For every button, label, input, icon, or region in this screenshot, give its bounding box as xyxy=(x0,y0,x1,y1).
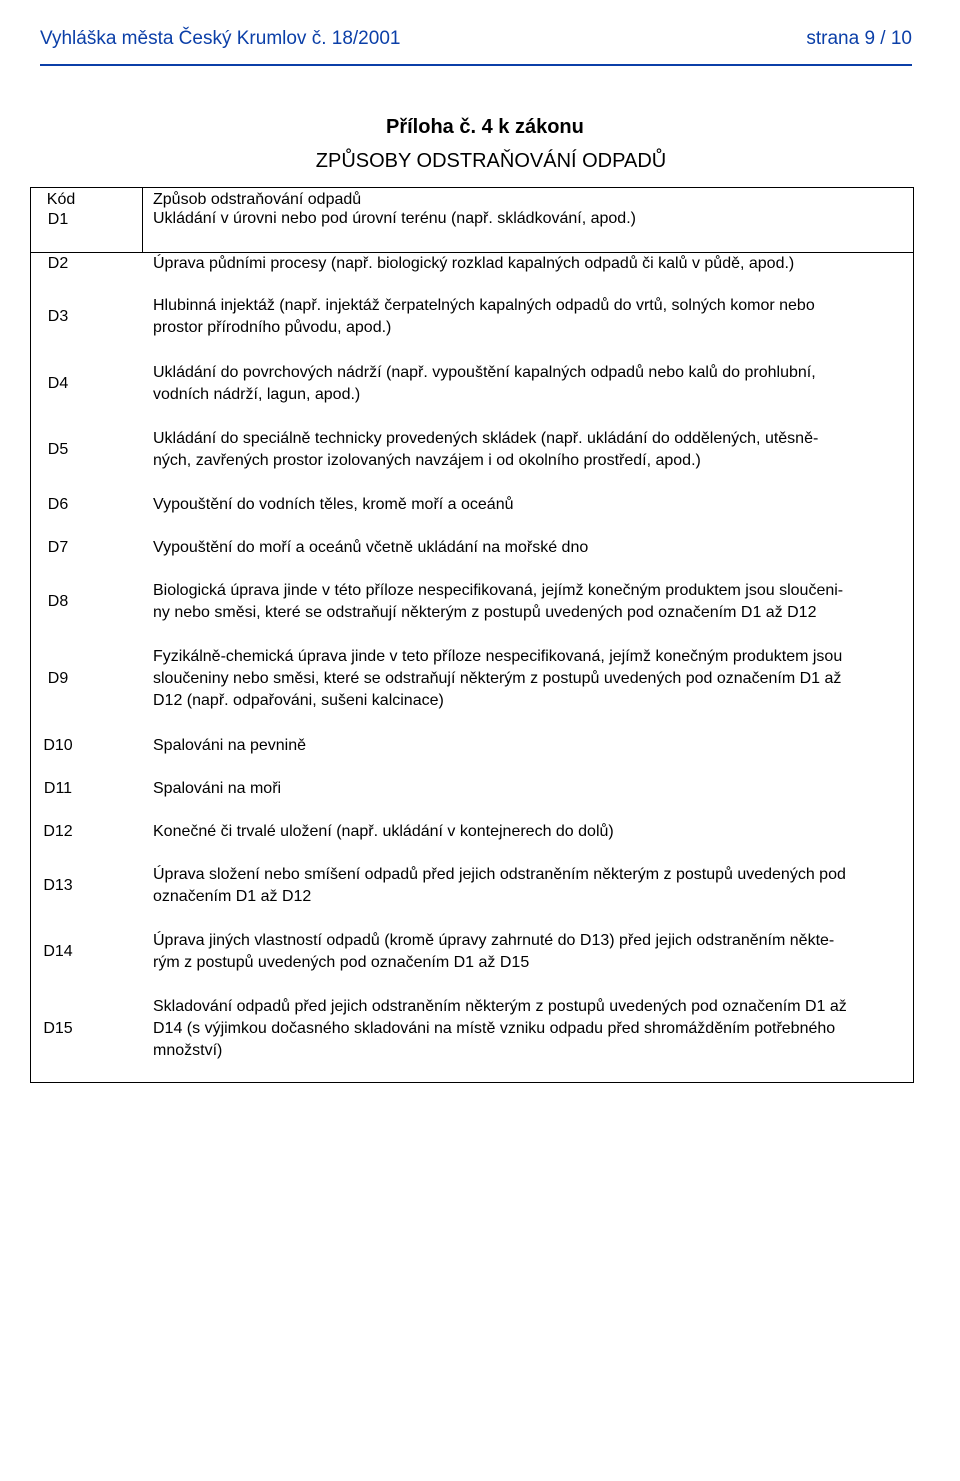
row-code: D5 xyxy=(47,441,69,458)
row-description xyxy=(153,580,903,624)
row-description xyxy=(153,295,903,339)
row-description-line: ny nebo směsi, které se odstraňují některým z postupů uvedených pod označením D1 až D12 xyxy=(153,604,817,621)
row-description-line: D14 (s výjimkou dočasného skladováni na místě vzniku odpadu před shromážděním potřebného xyxy=(153,1020,836,1037)
row-code: D4 xyxy=(47,375,69,392)
row-code: D12 xyxy=(43,823,73,840)
row-code: D8 xyxy=(47,593,69,610)
row-description xyxy=(153,362,903,406)
row-description-line: označením D1 až D12 xyxy=(153,888,312,905)
row-code: D3 xyxy=(47,308,69,325)
row-code: D7 xyxy=(47,539,69,556)
row-description-line: vodních nádrží, lagun, apod.) xyxy=(153,386,361,403)
header-divider xyxy=(40,64,912,66)
page-header xyxy=(40,26,912,52)
row-description-line: Úprava jiných vlastností odpadů (kromě úpravy zahrnuté do D13) před jejich odstraněním někte- xyxy=(153,932,835,949)
row-description xyxy=(153,930,903,974)
row-description-line: ných, zavřených prostor izolovaných navzájem i od okolního prostředí, apod.) xyxy=(153,452,701,469)
row-code: D9 xyxy=(47,670,69,687)
row-description-line: prostor přírodního původu, apod.) xyxy=(153,319,392,336)
header-document-title: Vyhláška města Český Krumlov č. 18/2001 xyxy=(40,28,401,49)
row-description xyxy=(153,646,903,712)
row-code: D15 xyxy=(43,1020,73,1037)
row-code: D1 xyxy=(47,211,69,228)
column-header-method: Způsob odstraňování odpadů xyxy=(153,191,362,208)
row-description: Konečné či trvalé uložení (např. ukládání v kontejnerech do dolů) xyxy=(153,823,614,840)
row-description-line: D12 (např. odpařováni, sušeni kalcinace) xyxy=(153,692,444,709)
header-page-number: strana 9 / 10 xyxy=(806,28,912,49)
row-description: Úprava půdními procesy (např. biologický rozklad kapalných odpadů či kalů v půdě, apod.) xyxy=(153,255,795,272)
row-description xyxy=(153,864,903,908)
row-code: D13 xyxy=(43,877,73,894)
row-description: Vypouštění do moří a oceánů včetně ukládání na mořské dno xyxy=(153,539,589,556)
row-description-line: Fyzikálně-chemická úprava jinde v teto příloze nespecifikovaná, jejímž konečným produktem jsou xyxy=(153,648,843,665)
row-code: D6 xyxy=(47,496,69,513)
row-code: D2 xyxy=(47,255,69,272)
row-description-line: Ukládání do povrchových nádrží (např. vypouštění kapalných odpadů nebo kalů do prohlubní, xyxy=(153,364,816,381)
row-description-line: Skladování odpadů před jejich odstraněním některým z postupů uvedených pod označením D1 až xyxy=(153,998,847,1015)
page-title: Příloha č. 4 k zákonu xyxy=(386,116,584,138)
row-description-line: Hlubinná injektáž (např. injektáž čerpatelných kapalných odpadů do vrtů, solných komor nebo xyxy=(153,297,815,314)
row-description-line: Úprava složení nebo smíšení odpadů před jejich odstraněním některým z postupů uvedených pod xyxy=(153,866,846,883)
row-code: D11 xyxy=(43,780,73,797)
row-description: Ukládání v úrovni nebo pod úrovní terénu (např. skládkování, apod.) xyxy=(153,210,636,227)
row-code: D10 xyxy=(43,737,73,754)
row-description-line: sloučeniny nebo směsi, které se odstraňují některým z postupů uvedených pod označením D1 až xyxy=(153,670,842,687)
row-description-line: rým z postupů uvedených pod označením D1 až D15 xyxy=(153,954,530,971)
row-description-line: množství) xyxy=(153,1042,223,1059)
row-description xyxy=(153,996,903,1062)
row-code: D14 xyxy=(43,943,73,960)
row-description: Spalováni na pevnině xyxy=(153,737,307,754)
row-description: Spalováni na moři xyxy=(153,780,282,797)
row-description: Vypouštění do vodních těles, kromě moří a oceánů xyxy=(153,496,514,513)
row-description xyxy=(153,428,903,472)
page-subtitle: ZPŮSOBY ODSTRAŇOVÁNÍ ODPADŮ xyxy=(315,150,667,172)
row-description-line: Ukládání do speciálně technicky provedených skládek (např. ukládání do oddělených, utěsně- xyxy=(153,430,819,447)
row-description-line: Biologická úprava jinde v této příloze nespecifikovaná, jejímž konečným produktem jsou sloučeni- xyxy=(153,582,844,599)
table-header-column-divider xyxy=(142,187,143,252)
column-header-code: Kód xyxy=(46,191,76,208)
